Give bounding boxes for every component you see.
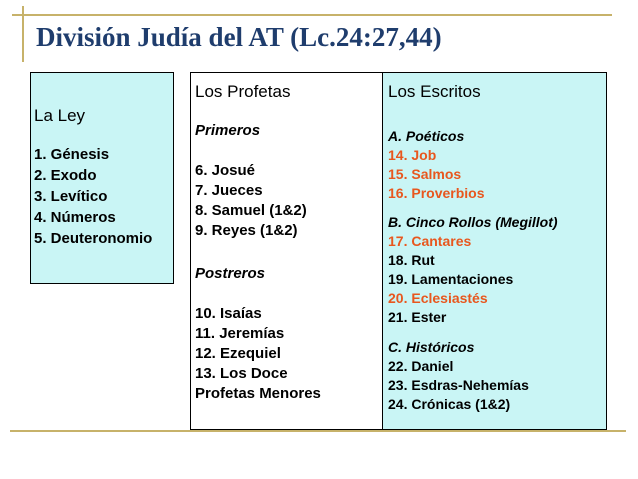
profetas-heading: Los Profetas [195, 82, 291, 101]
escritos-section [388, 82, 603, 414]
list-item: 21. Ester [388, 309, 447, 325]
rollos-label: B. Cinco Rollos (Megillot) [388, 214, 558, 230]
slide-title: División Judía del AT (Lc.24:27,44) [36, 22, 442, 52]
list-item: 13. Los Doce [195, 365, 288, 382]
list-item: 23. Esdras-Nehemías [388, 377, 529, 393]
list-item: 5. Deuteronomio [34, 230, 153, 247]
list-item: 22. Daniel [388, 358, 454, 374]
list-item: 8. Samuel (1&2) [195, 202, 307, 219]
postreros-label: Postreros [195, 265, 266, 282]
ley-heading: La Ley [34, 106, 86, 125]
list-item: 20. Eclesiastés [388, 290, 488, 306]
historicos-label: C. Históricos [388, 339, 475, 355]
list-item: 16. Proverbios [388, 185, 485, 201]
ley-section [34, 106, 152, 249]
list-item: 6. Josué [195, 162, 256, 179]
profetas-section [195, 82, 395, 404]
list-item: 19. Lamentaciones [388, 271, 514, 287]
poeticos-label: A. Poéticos [388, 128, 465, 144]
list-item: 18. Rut [388, 252, 435, 268]
list-item: 3. Levítico [34, 188, 108, 205]
list-item: 2. Exodo [34, 167, 97, 184]
list-item: 10. Isaías [195, 305, 262, 322]
list-item: 1. Génesis [34, 146, 110, 163]
list-item: 17. Cantares [388, 233, 472, 249]
frame-bottom-line [10, 430, 626, 432]
list-item: 9. Reyes (1&2) [195, 222, 298, 239]
frame-left-line [22, 6, 24, 62]
list-item: 4. Números [34, 209, 116, 226]
list-item: 24. Crónicas (1&2) [388, 396, 511, 412]
list-item: 7. Jueces [195, 182, 263, 199]
frame-top-line [12, 14, 612, 16]
list-item: 11. Jeremías [195, 325, 285, 342]
list-item: 15. Salmos [388, 166, 462, 182]
escritos-heading: Los Escritos [388, 82, 481, 101]
list-item: 14. Job [388, 147, 437, 163]
list-item: 12. Ezequiel [195, 345, 281, 362]
primeros-label: Primeros [195, 122, 261, 139]
list-item: Profetas Menores [195, 385, 321, 402]
